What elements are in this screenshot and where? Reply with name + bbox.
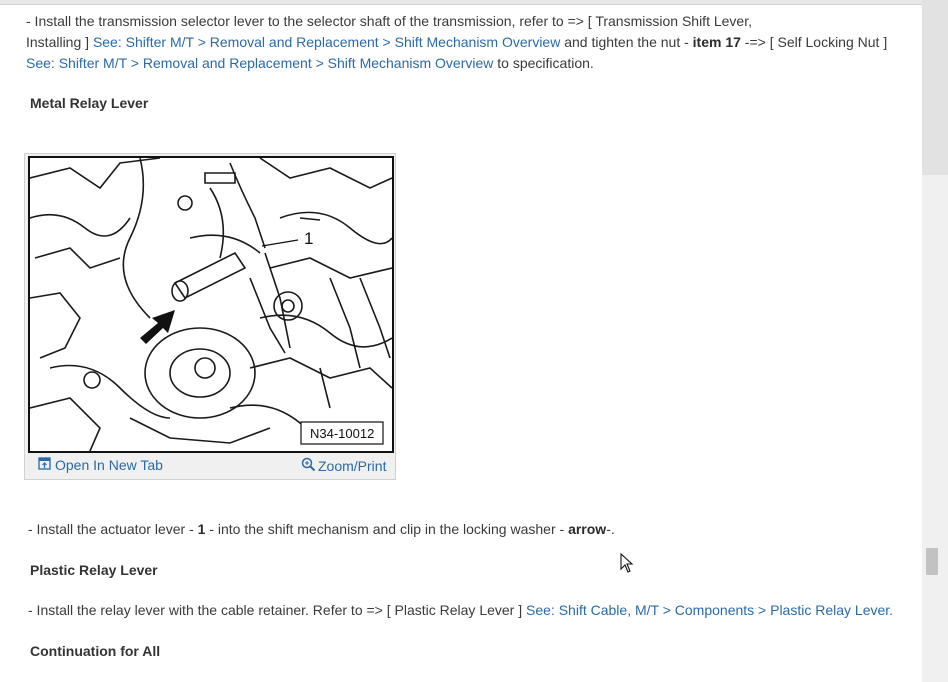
- callout-number-1: 1: [304, 229, 314, 248]
- mouse-cursor-icon: [620, 553, 634, 576]
- shift-mechanism-overview-link-1[interactable]: See: Shifter M/T > Removal and Replacement > Shift Mechanism Overview: [92, 34, 561, 50]
- zoom-print-button[interactable]: [301, 457, 386, 475]
- top-toolbar-edge: [0, 0, 922, 5]
- step1-text-line1: - Install the transmission selector lever to the selector shaft of the transmission, refer to => [ Transmission Shift Lever,: [26, 13, 752, 29]
- step-install-relay-lever: [28, 600, 893, 621]
- step-install-selector-lever: [26, 11, 887, 74]
- step2-arrow-ref: arrow: [568, 521, 607, 537]
- step3-text: - Install the relay lever with the cable retainer. Refer to => [ Plastic Relay Lever ]: [28, 602, 523, 618]
- step2-text: - Install the actuator lever -: [28, 521, 194, 537]
- step1-suffix: to specification.: [497, 55, 594, 71]
- vertical-scrollbar[interactable]: [922, 0, 948, 682]
- zoom-magnifier-icon: [301, 457, 316, 475]
- shift-mechanism-overview-link-2[interactable]: See: Shifter M/T > Removal and Replacement > Shift Mechanism Overview: [26, 55, 494, 71]
- open-in-new-tab-button[interactable]: [38, 457, 163, 473]
- step2-item-ref: 1: [197, 521, 206, 537]
- figure-metal-relay-lever: [24, 153, 396, 480]
- step1-self-locking-nut-text: -=> [ Self Locking Nut ]: [744, 34, 888, 50]
- open-in-new-tab-label: Open In New Tab: [55, 457, 163, 473]
- step2-suffix: -.: [606, 521, 615, 537]
- step1-tighten-text: and tighten the nut -: [564, 34, 689, 50]
- zoom-print-label: Zoom/Print: [318, 458, 387, 474]
- figure-toolbar: [28, 453, 394, 477]
- heading-metal-relay-lever: Metal Relay Lever: [30, 95, 149, 111]
- scrollbar-thumb[interactable]: [926, 548, 938, 575]
- shift-mechanism-illustration[interactable]: [28, 156, 394, 453]
- heading-continuation-for-all: Continuation for All: [30, 643, 161, 659]
- step2-mid-text: - into the shift mechanism and clip in the locking washer -: [209, 521, 565, 537]
- plastic-relay-lever-link[interactable]: See: Shift Cable, M/T > Components > Plastic Relay Lever.: [526, 602, 894, 618]
- step1-item-ref: item 17: [692, 34, 741, 50]
- open-in-new-tab-icon: [38, 457, 51, 473]
- step-install-actuator-lever: [28, 519, 615, 540]
- heading-plastic-relay-lever: Plastic Relay Lever: [30, 562, 158, 578]
- step1-text-line2: Installing ]: [26, 34, 90, 50]
- figure-code-label: N34-10012: [310, 426, 375, 441]
- scrollbar-upper-region: [922, 0, 948, 175]
